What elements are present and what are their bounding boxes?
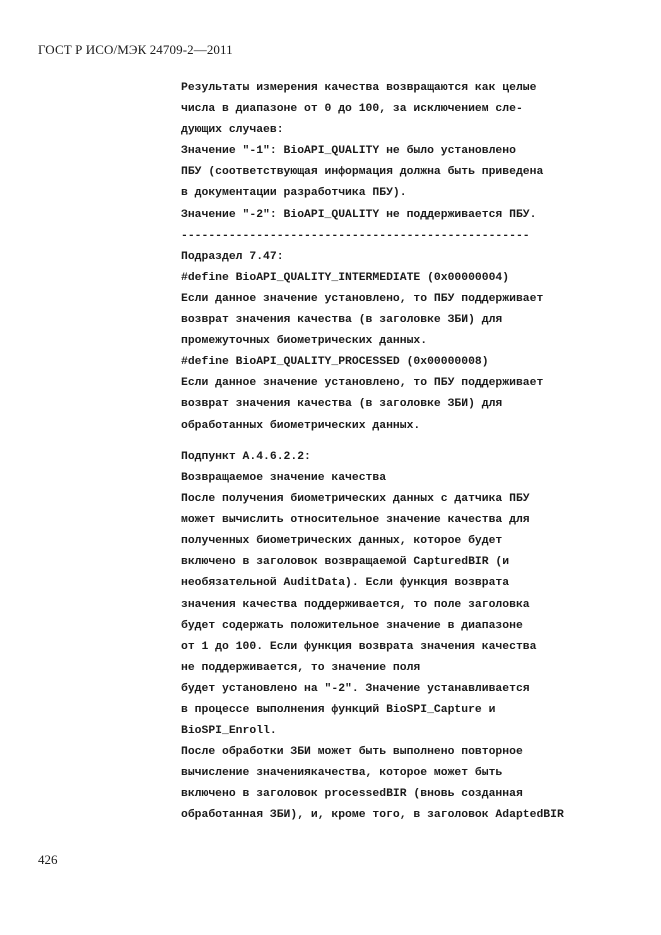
subsection-heading: Подраздел 7.47: — [181, 250, 284, 263]
code-define: #define BioAPI_QUALITY_INTERMEDIATE (0x00000004) — [181, 271, 510, 284]
text-line: включено в заголовок processedBIR (вновь созданная — [181, 788, 523, 801]
text-line: Значение "-2": BioAPI_QUALITY не поддерживается ПБУ. — [181, 208, 537, 221]
text-line: дующих случаев: — [181, 124, 284, 137]
text-line: в документации разработчика ПБУ). — [181, 187, 407, 200]
text-line: промежуточных биометрических данных. — [181, 335, 428, 348]
text-line: После получения биометрических данных с датчика ПБУ — [181, 493, 530, 506]
text-line: не поддерживается, то значение поля — [181, 661, 421, 674]
text-line: вычисление значениякачества, которое может быть — [181, 767, 503, 780]
text-line: значения качества поддерживается, то поле заголовка — [181, 598, 530, 611]
text-line: необязательной AuditData). Если функция возврата — [181, 577, 510, 590]
text-line: будет содержать положительное значение в диапазоне — [181, 619, 523, 632]
text-line: числа в диапазоне от 0 до 100, за исключением сле- — [181, 103, 523, 116]
text-line: будет установлено на "-2". Значение устанавливается — [181, 682, 530, 695]
paragraph-gap — [181, 437, 651, 447]
text-line: в процессе выполнения функций BioSPI_Capture и — [181, 704, 496, 717]
page-header: ГОСТ Р ИСО/МЭК 24709-2—2011 — [38, 42, 233, 57]
text-line: возврат значения качества (в заголовке ЗБИ) для — [181, 314, 503, 327]
text-line: от 1 до 100. Если функция возврата значения качества — [181, 640, 537, 653]
text-line: BioSPI_Enroll. — [181, 725, 277, 738]
code-define: #define BioAPI_QUALITY_PROCESSED (0x00000008) — [181, 356, 489, 369]
text-line: Если данное значение установлено, то ПБУ поддерживает — [181, 377, 544, 390]
text-line: включено в заголовок возвращаемой CapturedBIR (и — [181, 556, 510, 569]
text-line: полученных биометрических данных, которое будет — [181, 535, 503, 548]
text-line: Если данное значение установлено, то ПБУ поддерживает — [181, 292, 544, 305]
text-block-2 — [181, 447, 651, 827]
text-line: Результаты измерения качества возвращаются как целые — [181, 82, 537, 94]
text-line: Возвращаемое значение качества — [181, 471, 387, 484]
subsection-heading: Подпункт А.4.6.2.2: — [181, 450, 311, 463]
document-body — [181, 78, 651, 827]
text-line: После обработки ЗБИ может быть выполнено повторное — [181, 746, 523, 759]
text-line: возврат значения качества (в заголовке ЗБИ) для — [181, 398, 503, 411]
text-line: ПБУ (соответствующая информация должна быть приведена — [181, 166, 544, 179]
text-line: обработанных биометрических данных. — [181, 419, 421, 432]
text-line: может вычислить относительное значение качества для — [181, 514, 530, 527]
separator-line: --------------------------------------------------- — [181, 229, 530, 242]
text-line: Значение "-1": BioAPI_QUALITY не было установлено — [181, 145, 516, 158]
page-number: 426 — [38, 852, 58, 867]
text-block-1 — [181, 78, 651, 437]
text-line: обработанная ЗБИ), и, кроме того, в заголовок AdaptedBIR — [181, 809, 564, 822]
